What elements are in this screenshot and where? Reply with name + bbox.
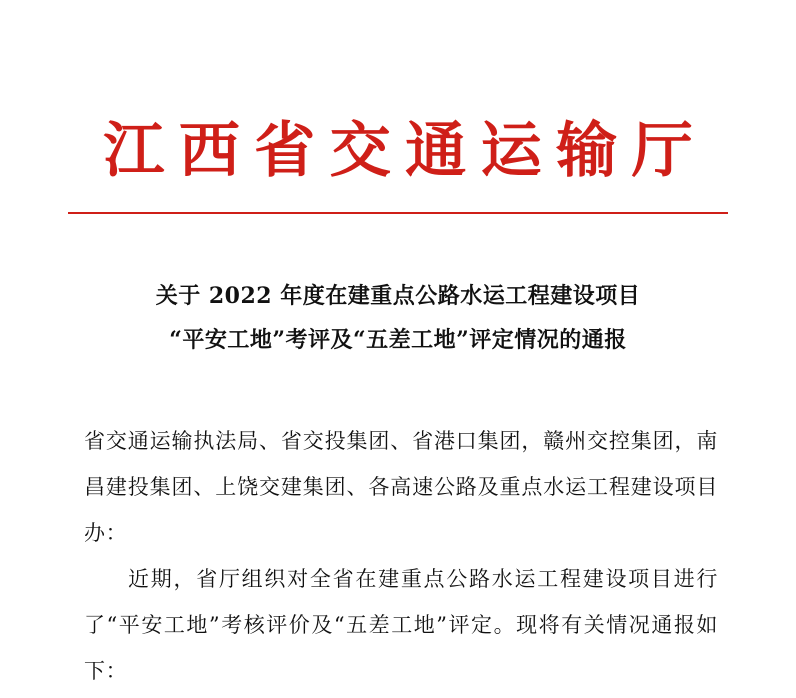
body-paragraph-recipients: 省交通运输执法局、省交投集团、省港口集团，赣州交控集团，南昌建投集团、上饶交建集团、各高速公路及重点水运工程建设项目办： [84, 429, 718, 545]
document-title [0, 274, 796, 362]
document-title-line-2: “平安工地”考评及“五差工地”评定情况的通报 [169, 327, 627, 353]
letterhead-divider-rule [68, 212, 728, 214]
letterhead-organization-title: 江西省交通运输厅 [103, 116, 708, 186]
body-paragraph-intro: 近期，省厅组织对全省在建重点公路水运工程建设项目进行了“平安工地”考核评价及“五差工地”评定。现将有关情况通报如下： [84, 567, 718, 683]
document-title-line-1: 关于 2022 年度在建重点公路水运工程建设项目 [155, 283, 641, 309]
document-body [84, 418, 718, 694]
letterhead [0, 112, 796, 190]
